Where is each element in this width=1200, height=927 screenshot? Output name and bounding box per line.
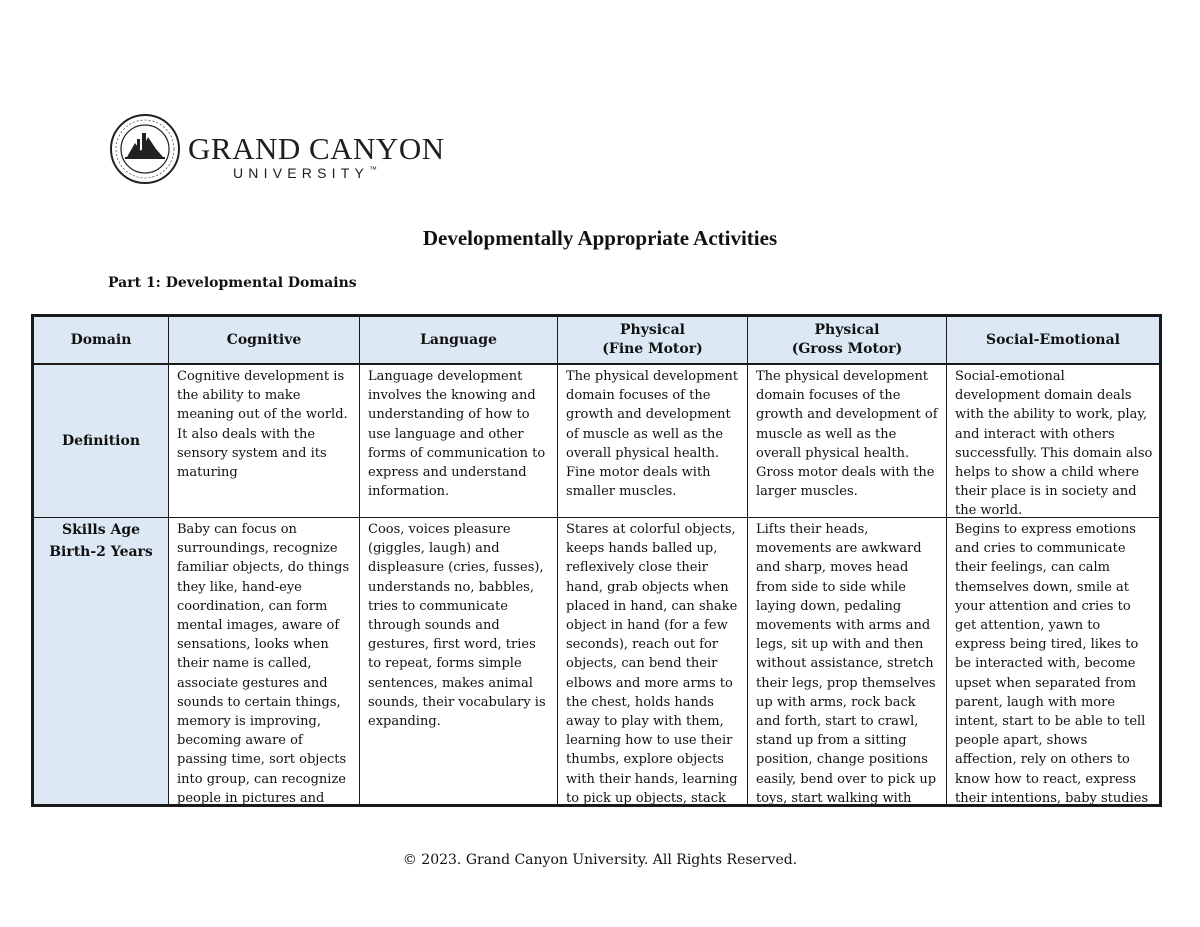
table-cell: Social-emotional development domain deals with the ability to work, play, and interact with others successfully. This domain also helps to show a child where their place is in society and the world. <box>947 364 1161 518</box>
table-cell: Cognitive development is the ability to make meaning out of the world. It also deals with the sensory system and its maturing <box>169 364 360 518</box>
table-cell: Coos, voices pleasure (giggles, laugh) and displeasure (cries, fusses), understands no, babbles, tries to communicate through sounds and gestures, first word, tries to repeat, forms simple sentences, makes animal sounds, their vocabulary is expanding. <box>360 518 558 806</box>
table-cell: The physical development domain focuses of the growth and development of muscle as well as the overall physical health. Gross motor deals with the larger muscles. <box>748 364 947 518</box>
part-title: Part 1: Developmental Domains <box>108 275 357 291</box>
table-cell: Begins to express emotions and cries to communicate their feelings, can calm themselves down, smile at your attention and cries to get attention, yawn to express being tired, likes to be interacted with, become upset when separated from parent, laugh with more intent, start to be able to tell people apart, shows affection, rely on others to know how to react, express their intentions, baby studies <box>947 518 1161 806</box>
table-header-row <box>33 316 1161 365</box>
table-cell: Stares at colorful objects, keeps hands balled up, reflexively close their hand, grab objects when placed in hand, can shake object in hand (for a few seconds), reach out for objects, can bend their elbows and more arms to the chest, holds hands away to play with them, learning how to use their thumbs, explore objects with their hands, learning to pick up objects, stack <box>558 518 748 806</box>
copyright-footer: © 2023. Grand Canyon University. All Rights Reserved. <box>402 852 798 868</box>
header-fine-motor: Physical (Fine Motor) <box>558 316 748 365</box>
domains-table <box>31 314 1162 807</box>
table-cell: The physical development domain focuses of the growth and development of muscle as well as the overall physical health. Fine motor deals with smaller muscles. <box>558 364 748 518</box>
table-row <box>33 518 1161 806</box>
row-label-definition: Definition <box>33 364 169 518</box>
header-language: Language <box>360 316 558 365</box>
header-domain: Domain <box>33 316 169 365</box>
university-seal-icon <box>108 113 182 185</box>
table-row <box>33 364 1161 518</box>
row-label-skills: Skills Age Birth-2 Years <box>33 518 169 806</box>
trademark-symbol: ™ <box>369 165 378 174</box>
table-cell: Language development involves the knowing and understanding of how to use language and other forms of communication to express and understand information. <box>360 364 558 518</box>
header-social-emotional: Social-Emotional <box>947 316 1161 365</box>
header-gross-motor: Physical (Gross Motor) <box>748 316 947 365</box>
document-title: Developmentally Appropriate Activities <box>422 226 778 250</box>
table-cell: Baby can focus on surroundings, recognize familiar objects, do things they like, hand-eye coordination, can form mental images, aware of sensations, looks when their name is called, associate gestures and sounds to certain things, memory is improving, becoming aware of passing time, sort objects into group, can recognize people in pictures and <box>169 518 360 806</box>
header-cognitive: Cognitive <box>169 316 360 365</box>
table-cell: Lifts their heads, movements are awkward and sharp, moves head from side to side while laying down, pedaling movements with arms and legs, sit up with and then without assistance, stretch their legs, prop themselves up with arms, rock back and forth, start to crawl, stand up from a sitting position, change positions easily, bend over to pick up toys, start walking with <box>748 518 947 806</box>
university-logo <box>108 113 445 185</box>
logo-wordmark: GRAND CANYON <box>188 131 445 166</box>
logo-subtitle: UNIVERSITY™ <box>233 165 378 181</box>
